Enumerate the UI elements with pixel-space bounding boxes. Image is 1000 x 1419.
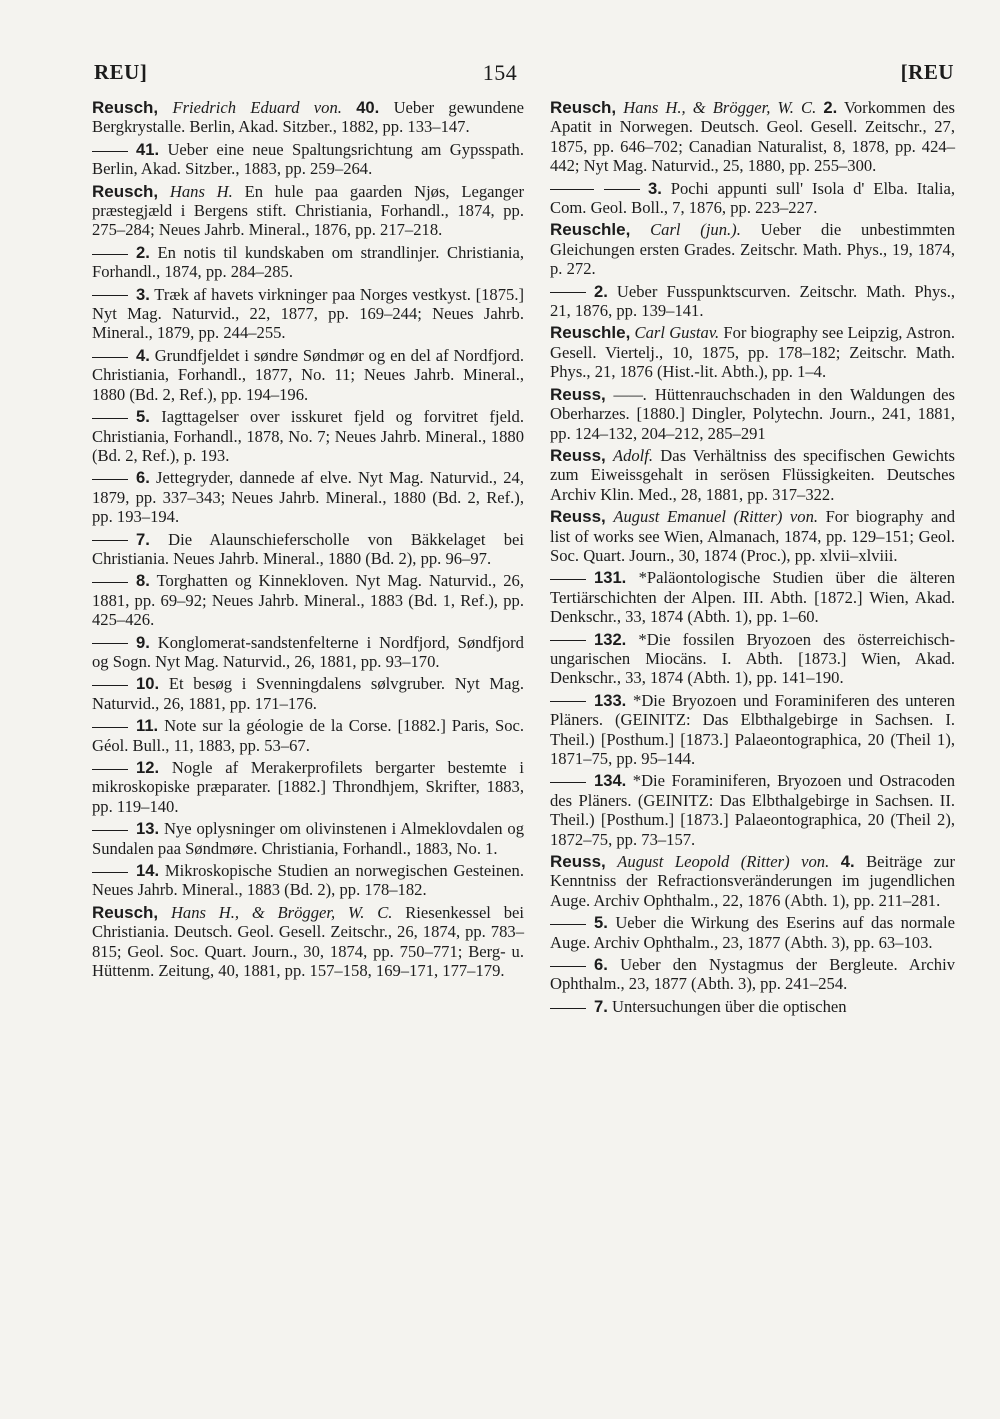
ditto-rule [92,295,128,296]
entry-text: Note sur la géologie de la Corse. [1882.] Paris, Soc. Géol. Bull., 11, 1883, pp. 53–67. [92,716,525,755]
ditto-rule [604,189,640,190]
ditto-rule [92,727,128,728]
bibliography-entry [550,630,955,688]
bibliography-entry [550,691,955,769]
entry-text: Hüttenrauchschaden in den Waldungen des Oberharzes. [1880.] Dingler, Polytechn. Journ., 241, 1881, pp. 124–132, 204–212, 285–291 [550,384,955,443]
ditto-rule [550,966,586,967]
entry-text: For biography and list of works see Wien, Almanach, 1874, pp. 129–151; Geol. Soc. Quart. Journ., 30, 1874 (Proc.), pp. xlvii–xlviii. [550,507,955,565]
entry-number: 133. [594,690,627,710]
bibliography-entry [550,852,955,910]
bibliography-entry [550,771,955,849]
entry-text: For biography see Leipzig, Astron. Gesell. Viertelj., 10, 1875, pp. 178–182; Zeitschr. Math. Phys., 21, 1876 (Hist.-lit. Abth.), pp. 1–4. [550,323,956,382]
entry-text: Riesenkessel bei Christiania. Deutsch. Geol. Gesell. Zeitschr., 26, 1874, pp. 783–815; Geol. Soc. Quart. Journ., 30, 1874, pp. 750–771; Berg- u. Hüttenm. Zeitung, 40, 1881, pp. 157–158, 169–171, 177–179. [92,902,524,981]
entry-number: 7. [136,529,150,549]
author-given-name: August Emanuel (Ritter) von. [613,507,819,527]
bibliography-entry [550,913,955,952]
entry-text: *Die Bryozoen und Foraminiferen des unteren Pläners. (GEINITZ: Das Elbthalgebirge in Sachsen. I. Theil.) [Posthum.] [1873.] Palaeontographica, 20 (Theil 1), 1871–75, pp. 95–144. [550,690,955,768]
bibliography-entry [92,98,524,137]
bibliography-entry [92,140,524,179]
ditto-rule [550,189,594,190]
entry-text: Mikroskopische Studien an norwegischen Gesteinen. Neues Jahrb. Mineral., 1883 (Bd. 2), pp. 178–182. [92,861,524,900]
bibliography-entry [92,285,524,343]
entry-number: 13. [136,819,160,839]
bibliography-entry [92,633,524,672]
ditto-rule [92,357,128,358]
bibliography-entry [550,282,955,321]
author-surname: Reusch, [550,98,617,117]
entry-number: 2. [594,281,608,301]
entry-text: *Die fossilen Bryozoen des österreichisch-ungarischen Miocäns. I. Abth. [1873.] Wien, Akad. Denkschr., 33, 1874 (Abth. 1), pp. 141–190. [550,629,955,688]
entry-text: Pochi appunti sull' Isola d' Elba. Italia, Com. Geol. Boll., 7, 1876, pp. 223–227. [550,178,955,218]
author-given-name: Adolf. [612,445,654,465]
ditto-rule [92,685,128,686]
entry-number: 40. [356,98,380,117]
ditto-rule [92,418,128,419]
author-surname: Reuss, [550,852,606,872]
entry-text: En hule paa gaarden Njøs, Leganger præstegjæld i Bergens stift. Christiania, Forhandl., 1874, pp. 275–284; Neues Jahrb. Mineral., 1876, pp. 217–218. [92,181,524,240]
bibliography-entry [92,468,524,526]
ditto-rule [92,540,128,541]
entry-text: Ueber gewundene Bergkrystalle. Berlin, Akad. Sitzber., 1882, pp. 133–147. [92,98,524,137]
entry-text: Vorkommen des Apatit in Norwegen. Deutsch. Geol. Gesell. Zeitschr., 27, 1875, pp. 646–702; Canadian Naturalist, 8, 1878, pp. 424–442; Nyt Mag. Naturvid., 25, 1880, pp. 255–300. [550,98,955,176]
author-surname: Reusch, [92,98,159,117]
bibliography-entry [550,220,955,278]
ditto-rule [550,640,586,641]
bibliography-entry [550,955,955,994]
bibliography-entry [550,446,955,504]
entry-text: Untersuchungen über die optischen [612,996,847,1016]
author-given-name: Hans H. [169,181,233,201]
entry-number: 4. [136,345,150,365]
bibliography-entry [92,861,524,900]
entry-text: Torghatten og Kinnekloven. Nyt Mag. Naturvid., 26, 1881, pp. 69–92; Neues Jahrb. Mineral., 1883 (Bd. 1, Ref.), pp. 425–426. [92,571,524,630]
bibliography-entry [550,568,955,626]
bibliography-entry [92,674,524,713]
entry-number: 4. [840,852,855,872]
entry-number: 131. [594,568,627,588]
bibliography-entry [92,407,524,465]
bibliography-entry [92,346,524,404]
ditto-rule [550,292,586,293]
entry-text: Træk af havets virkninger paa Norges vestkyst. [1875.] Nyt Mag. Naturvid., 22, 1877, pp. 169–244; Neues Jahrb. Mineral., 1879, pp. 244–255. [92,284,524,343]
entry-number: 5. [594,913,608,933]
author-given-name: ——. [613,384,648,404]
running-head-left: REU] [94,60,148,84]
entry-number: 3. [648,178,662,198]
entry-text: Jettegryder, dannede af elve. Nyt Mag. Naturvid., 24, 1879, pp. 337–343; Neues Jahrb. Mineral., 1880 (Bd. 2, Ref.), pp. 193–194. [92,468,524,527]
bibliography-entry [92,530,524,569]
entry-number: 41. [136,139,160,159]
entry-number: 132. [594,629,627,649]
ditto-rule [92,830,128,831]
entry-number: 10. [136,674,160,694]
author-surname: Reuschle, [550,220,631,240]
entry-text: Ueber den Nystagmus der Bergleute. Archiv Ophthalm., 23, 1877 (Abth. 3), pp. 241–254. [550,955,955,994]
bibliography-entry [92,571,524,629]
entry-number: 9. [136,632,150,652]
entry-number: 2. [823,98,838,117]
author-given-name: Carl Gustav. [634,323,720,343]
entry-number: 6. [594,955,608,975]
entry-text: Die Alaunschieferscholle von Bäkkelaget bei Christiania. Neues Jahrb. Mineral., 1880 (Bd. 2), pp. 96–97. [92,529,524,568]
entry-text: Nogle af Merakerprofilets bergarter bestemte i mikroskopiske præparater. [1882.] Throndhjem, Skrifter, 1883, pp. 119–140. [92,758,524,816]
entry-text: Ueber eine neue Spaltungsrichtung am Gypsspath. Berlin, Akad. Sitzber., 1883, pp. 259–264. [92,139,525,179]
bibliography-entry [550,507,955,565]
right-column [550,98,955,1019]
entry-text: Grundfjeldet i søndre Søndmør og en del af Nordfjord. Christiania, Forhandl., 1877, No. 11; Neues Jahrb. Mineral., 1880 (Bd. 2, Ref.), pp. 194–196. [92,345,524,404]
bibliography-entry [550,323,955,381]
entry-number: 12. [136,758,160,777]
entry-number: 5. [136,407,150,427]
bibliography-entry [92,243,524,282]
author-given-name: Hans H., & Brögger, W. C. [623,98,817,117]
bibliography-entry [92,716,524,755]
entry-text: Ueber die Wirkung des Eserins auf das normale Auge. Archiv Ophthalm., 23, 1877 (Abth. 3), pp. 63–103. [550,913,955,952]
entry-text: *Die Foraminiferen, Bryozoen und Ostracoden des Pläners. (GEINITZ: Das Elbthalgebirge in Sachsen. II. Theil.) [Posthum.] [1873.] Palaeontographica, 20 (Theil 2), 1872–75, pp. 73–157. [550,771,955,849]
author-surname: Reuss, [550,507,606,527]
entry-text: Et besøg i Svenningdalens sølvgruber. Nyt Mag. Naturvid., 26, 1881, pp. 171–176. [92,674,524,713]
author-surname: Reusch, [92,181,159,201]
bibliography-entry [550,179,955,218]
entry-text: Das Verhältniss des specifischen Gewichts zum Eiweissgehalt in serösen Flüssigkeiten. Deutsches Archiv Klin. Med., 28, 1881, pp. 317–322. [550,445,955,504]
author-given-name: August Leopold (Ritter) von. [617,852,830,872]
bibliography-entry [92,903,524,981]
entry-number: 2. [136,242,150,262]
ditto-rule [550,579,586,580]
entry-text: *Paläontologische Studien über die älteren Tertiärschichten der Alpen. III. Abth. [1872.] Wien, Akad. Denkschr., 33, 1874 (Abth. 1), pp. 1–60. [550,568,955,627]
ditto-rule [550,1008,586,1009]
bibliography-entry [92,819,524,858]
bibliography-entry [550,98,955,176]
entry-text: Ueber die unbestimmten Gleichungen ersten Grades. Zeitschr. Math. Phys., 19, 1874, p. 272. [550,220,956,279]
ditto-rule [92,769,128,770]
entry-text: Iagttagelser over isskuret fjeld og forvitret fjeld. Christiania, Forhandl., 1878, No. 7; Neues Jahrb. Mineral., 1880 (Bd. 2, Ref.), p. 193. [92,407,524,465]
author-surname: Reuss, [550,384,606,404]
bibliography-entry [550,997,955,1016]
bibliography-entry [550,385,955,443]
running-head-right: [REU [900,60,954,84]
bibliography-entry [92,758,524,816]
author-surname: Reusch, [92,902,159,922]
entry-text: En notis til kundskaben om strandlinjer. Christiania, Forhandl., 1874, pp. 284–285. [92,242,524,282]
bibliography-entry [92,182,524,240]
entry-text: Ueber Fusspunktscurven. Zeitschr. Math. Phys., 21, 1876, pp. 139–141. [550,281,955,321]
entry-text: Nye oplysninger om olivinstenen i Almeklovdalen og Sundalen paa Søndmøre. Christiania, Forhandl., 1883, No. 1. [92,819,524,858]
entry-number: 11. [136,716,159,736]
entry-number: 14. [136,861,160,881]
entry-number: 134. [594,771,627,791]
entry-number: 8. [136,571,150,591]
ditto-rule [92,151,128,152]
ditto-rule [92,254,128,255]
ditto-rule [92,872,128,873]
author-given-name: Friedrich Eduard von. [172,98,342,117]
entry-text: Konglomerat-sandstenfelterne i Nordfjord, Søndfjord og Sogn. Nyt Mag. Naturvid., 26, 1881, pp. 93–170. [92,632,524,671]
author-given-name: Hans H., & Brögger, W. C. [170,902,393,922]
entry-text: Beiträge zur Kenntniss der Refractionsveränderungen im jugendlichen Auge. Archiv Ophthalm., 22, 1876 (Abth. 1), pp. 211–281. [550,852,955,910]
entry-number: 7. [594,996,608,1016]
ditto-rule [92,582,128,583]
entry-number: 6. [136,468,150,488]
ditto-rule [92,643,128,644]
left-column [92,98,524,983]
author-surname: Reuschle, [550,323,631,343]
entry-number: 3. [136,284,150,304]
author-surname: Reuss, [550,445,606,465]
ditto-rule [92,479,128,480]
ditto-rule [550,701,586,702]
ditto-rule [550,924,586,925]
ditto-rule [550,782,586,783]
page-number: 154 [482,60,518,85]
author-given-name: Carl (jun.). [650,220,741,240]
